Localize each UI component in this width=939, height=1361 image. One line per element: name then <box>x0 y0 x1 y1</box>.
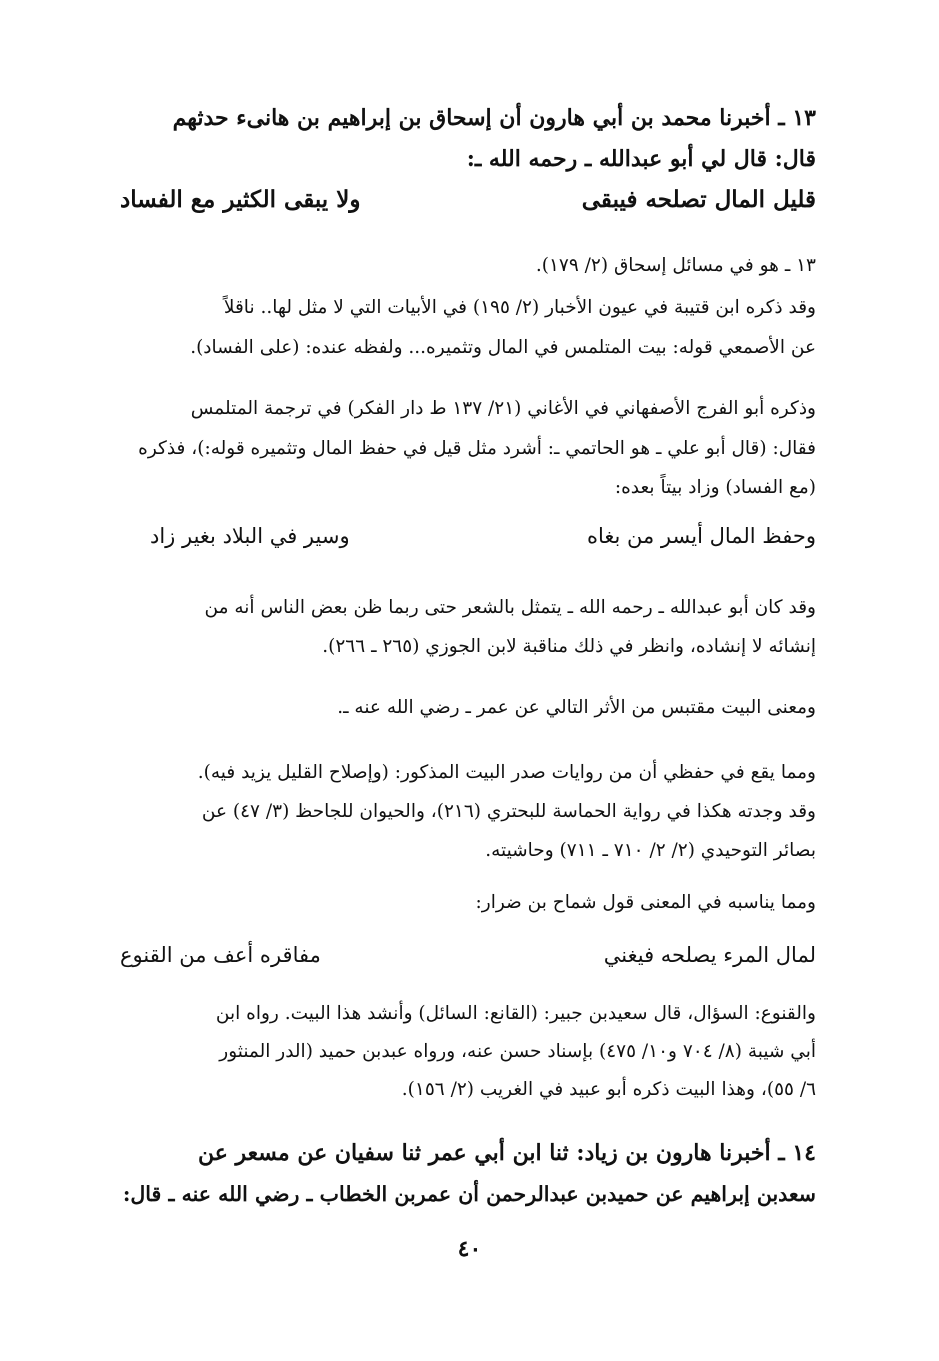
note-paragraph-7-line-3: ٦/ ٥٥)، وهذا البيت ذكره أبو عبيد في الغريب (٢/ ١٥٦). <box>401 1079 816 1100</box>
verse-2-first-hemistich: وحفظ المال أيسر من بغاه <box>586 524 816 548</box>
note-paragraph-7-line-1: والقنوع: السؤال، قال سعيدبن جبير: (القانع: السائل) وأنشد هذا البيت. رواه ابن <box>215 1003 816 1024</box>
note-paragraph-5-line-3: بصائر التوحيدي (٢/ ٢/ ٧١٠ ـ ٧١١) وحاشيته. <box>485 840 816 861</box>
note-paragraph-1-line-2: عن الأصمعي قوله: بيت المتلمس في المال وتثميره... ولفظه عنده: (على الفساد). <box>190 337 816 358</box>
note-paragraph-5-line-2: وقد وجدته هكذا في رواية الحماسة للبحتري (٢١٦)، والحيوان للجاحظ (٣/ ٤٧) عن <box>201 801 816 822</box>
note-13-heading: ١٣ ـ هو في مسائل إسحاق (٢/ ١٧٩). <box>535 255 816 276</box>
hadith-14-line-1: ١٤ ـ أخبرنا هارون بن زياد: ثنا ابن أبي عمر ثنا سفيان عن مسعر عن <box>197 1140 816 1166</box>
verse-1-second-hemistich: ولا يبقى الكثير مع الفساد <box>120 186 361 213</box>
page-number: ٤٠ <box>457 1236 482 1262</box>
note-paragraph-3-line-2: إنشائه لا إنشاده، وانظر في ذلك مناقبة لابن الجوزي (٢٦٥ ـ ٢٦٦). <box>322 636 816 657</box>
note-paragraph-4-line-1: ومعنى البيت مقتبس من الأثر التالي عن عمر ـ رضي الله عنه ـ. <box>337 697 816 718</box>
note-paragraph-2-line-2: فقال: (قال أبو علي ـ هو الحاتمي ـ: أشرد مثل قيل في حفظ المال وتثميره قوله:)، فذكره <box>138 438 816 459</box>
note-paragraph-7-line-2: أبي شيبة (٨/ ٧٠٤ و١٠/ ٤٧٥) بإسناد حسن عنه، ورواه عبدبن حميد (الدر المنثور <box>219 1041 816 1062</box>
note-paragraph-3-line-1: وقد كان أبو عبدالله ـ رحمه الله ـ يتمثل بالشعر حتى ربما ظن بعض الناس أنه من <box>204 597 816 618</box>
verse-1-first-hemistich: قليل المال تصلحه فيبقى <box>581 186 816 213</box>
verse-3-first-hemistich: لمال المرء يصلحه فيغني <box>603 943 816 967</box>
note-paragraph-1-line-1: وقد ذكره ابن قتيبة في عيون الأخبار (٢/ ١٩٥) في الأبيات التي لا مثل لها.. ناقلاً <box>223 297 816 318</box>
verse-2-second-hemistich: وسير في البلاد بغير زاد <box>150 524 350 548</box>
note-paragraph-6-line-1: ومما يناسبه في المعنى قول شماح بن ضرار: <box>475 892 816 913</box>
note-paragraph-2-line-1: وذكره أبو الفرج الأصفهاني في الأغاني (٢١/ ١٣٧ ط دار الفكر) في ترجمة المتلمس <box>190 398 816 419</box>
hadith-13-line-1: ١٣ ـ أخبرنا محمد بن أبي هارون أن إسحاق بن إبراهيم بن هانىء حدثهم <box>172 105 816 131</box>
hadith-14-line-2: سعدبن إبراهيم عن حميدبن عبدالرحمن أن عمربن الخطاب ـ رضي الله عنه ـ قال: <box>122 1182 816 1206</box>
note-paragraph-2-line-3: (مع الفساد) وزاد بيتاً بعده: <box>614 477 816 498</box>
verse-3-second-hemistich: مفاقره أعف من القنوع <box>120 943 321 967</box>
hadith-13-line-2: قال: قال لي أبو عبدالله ـ رحمه الله ـ: <box>466 146 816 172</box>
note-paragraph-5-line-1: ومما يقع في حفظي أن من روايات صدر البيت المذكور: (وإصلاح القليل يزيد فيه). <box>197 762 816 783</box>
